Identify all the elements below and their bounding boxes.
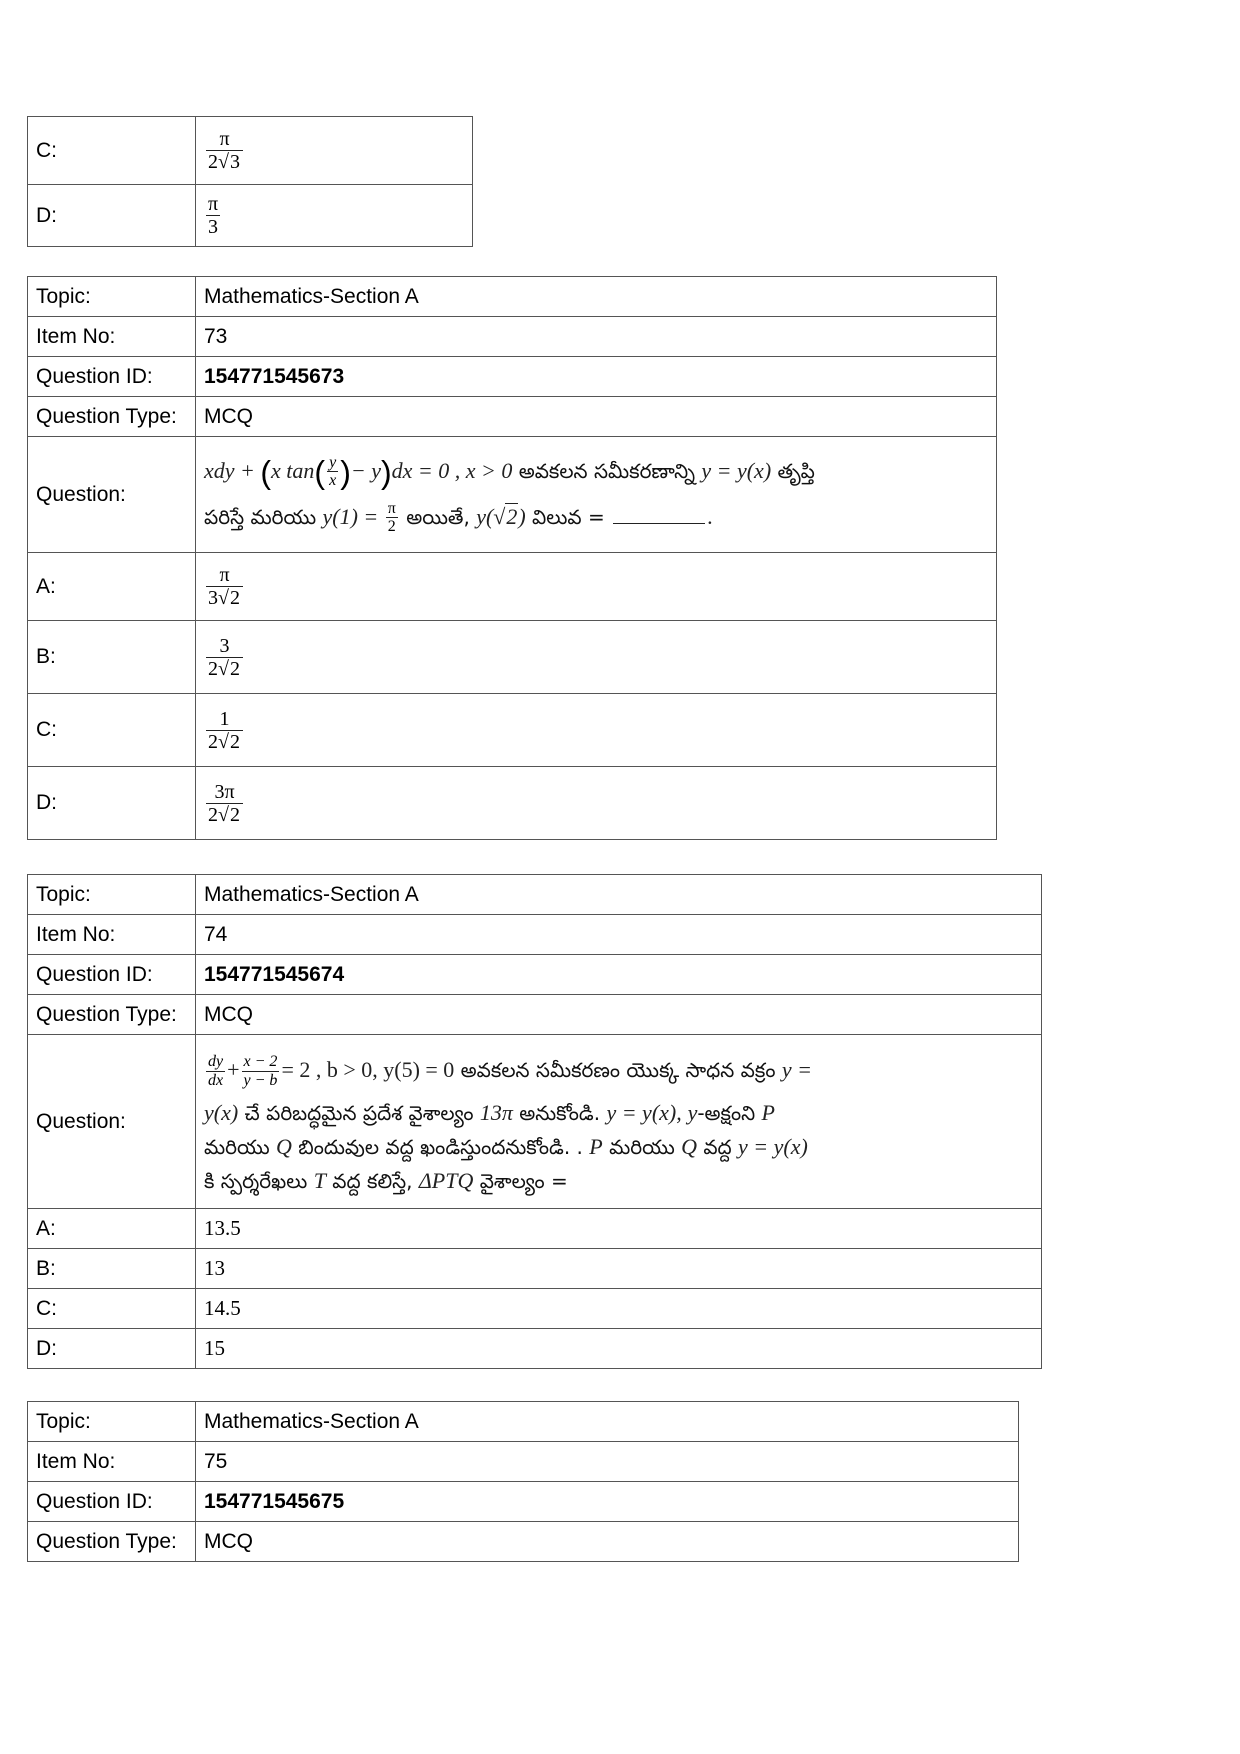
question-row [28, 437, 997, 553]
question-id-row [28, 357, 997, 397]
topic-row [28, 875, 1042, 915]
option-value: 13 [196, 1249, 1042, 1289]
option-value [196, 767, 997, 840]
item-no-row [28, 317, 997, 357]
option-value [196, 694, 997, 767]
option-label: D: [28, 185, 196, 247]
topic-value: Mathematics-Section A [196, 277, 997, 317]
item-no-value: 75 [196, 1442, 1019, 1482]
item-no-value: 73 [196, 317, 997, 357]
option-value [196, 553, 997, 621]
option-value: 14.5 [196, 1289, 1042, 1329]
question-id-row [28, 955, 1042, 995]
option-label: A: [28, 553, 196, 621]
question-75-table [27, 1401, 1019, 1562]
fraction: $\frac{3}{2√2}$ [206, 635, 243, 680]
option-label: D: [28, 767, 196, 840]
option-row-d [28, 767, 997, 840]
fraction: $\frac{\pi}{3√2}$ [206, 564, 243, 609]
option-row-b [28, 621, 997, 694]
topic-row [28, 1402, 1019, 1442]
question-label: Question: [28, 437, 196, 553]
topic-value: Mathematics-Section A [196, 1402, 1019, 1442]
topic-value: Mathematics-Section A [196, 875, 1042, 915]
item-no-label: Item No: [28, 915, 196, 955]
question-id-value: 154771545675 [196, 1482, 1019, 1522]
option-label: A: [28, 1209, 196, 1249]
option-row-d [28, 1329, 1042, 1369]
option-row-a [28, 1209, 1042, 1249]
question-id-value: 154771545674 [196, 955, 1042, 995]
question-text: xdy + (x tan( $\frac{y}{x}$ )− y)dx = 0 , x > 0 అవకలన సమీకరణాన్ని y = y(x) తృప్తి పరిస్తే మరియు y(1) = $\frac{\pi}{2}$ అయితే, y(√2) విలువ = . [196, 437, 997, 553]
item-no-value: 74 [196, 915, 1042, 955]
option-label: C: [28, 694, 196, 767]
question-id-label: Question ID: [28, 955, 196, 995]
option-row-c [28, 694, 997, 767]
fraction: $\frac{dy}{dx}$ [208, 1053, 224, 1089]
item-no-row [28, 915, 1042, 955]
option-value [196, 185, 473, 247]
question-type-row [28, 995, 1042, 1035]
option-label: B: [28, 621, 196, 694]
option-label: B: [28, 1249, 196, 1289]
item-no-row [28, 1442, 1019, 1482]
question-type-row [28, 1522, 1019, 1562]
option-label: C: [28, 1289, 196, 1329]
question-id-row [28, 1482, 1019, 1522]
topic-label: Topic: [28, 875, 196, 915]
option-value: 15 [196, 1329, 1042, 1369]
fraction: $\frac{x - 2}{y - b}$ [243, 1053, 278, 1089]
topic-label: Topic: [28, 277, 196, 317]
question-type-label: Question Type: [28, 1522, 196, 1562]
topic-label: Topic: [28, 1402, 196, 1442]
fraction: $\frac{\pi}{2√3}$ [206, 128, 243, 173]
option-value [196, 117, 473, 185]
question-type-value: MCQ [196, 397, 997, 437]
question-73-table [27, 276, 997, 840]
option-label: C: [28, 117, 196, 185]
question-label: Question: [28, 1035, 196, 1209]
question-type-row [28, 397, 997, 437]
option-row-b [28, 1249, 1042, 1289]
topic-row [28, 277, 997, 317]
item-no-label: Item No: [28, 317, 196, 357]
option-label: D: [28, 1329, 196, 1369]
question-row [28, 1035, 1042, 1209]
question-text: $\frac{dy}{dx}$ + $\frac{x - 2}{y - b}$ = 2 , b > 0, y(5) = 0 అవకలన సమీకరణం యొక్క సాధన వక్రం y = y(x) చే పరిబద్ధమైన ప్రదేశ వైశాల్యం 13π అనుకోండి. y = y(x), y-అక్షంని P మరియు Q బిందువుల వద్ద ఖండిస్తుందనుకోండి. . P మరియు Q వద్ద y = y(x) కి స్పర్శరేఖలు T వద్ద కలిస్తే, ΔPTQ వైశాల్యం = [196, 1035, 1042, 1209]
fraction: $\frac{y}{x}$ [329, 453, 337, 490]
item-no-label: Item No: [28, 1442, 196, 1482]
option-row-a [28, 553, 997, 621]
question-type-value: MCQ [196, 1522, 1019, 1562]
answer-blank [613, 523, 705, 524]
fraction: $\frac{\pi}{3}$ [208, 193, 219, 238]
question-id-value: 154771545673 [196, 357, 997, 397]
question-type-label: Question Type: [28, 995, 196, 1035]
option-row-d [28, 185, 473, 247]
fraction: $\frac{3\pi}{2√2}$ [206, 781, 243, 826]
option-row-c [28, 117, 473, 185]
question-id-label: Question ID: [28, 1482, 196, 1522]
option-value [196, 621, 997, 694]
question-74-table [27, 874, 1042, 1369]
question-72-tail-table [27, 116, 473, 247]
option-value: 13.5 [196, 1209, 1042, 1249]
fraction: $\frac{1}{2√2}$ [206, 708, 243, 753]
question-type-label: Question Type: [28, 397, 196, 437]
question-id-label: Question ID: [28, 357, 196, 397]
fraction: $\frac{\pi}{2}$ [387, 499, 396, 536]
option-row-c [28, 1289, 1042, 1329]
question-type-value: MCQ [196, 995, 1042, 1035]
